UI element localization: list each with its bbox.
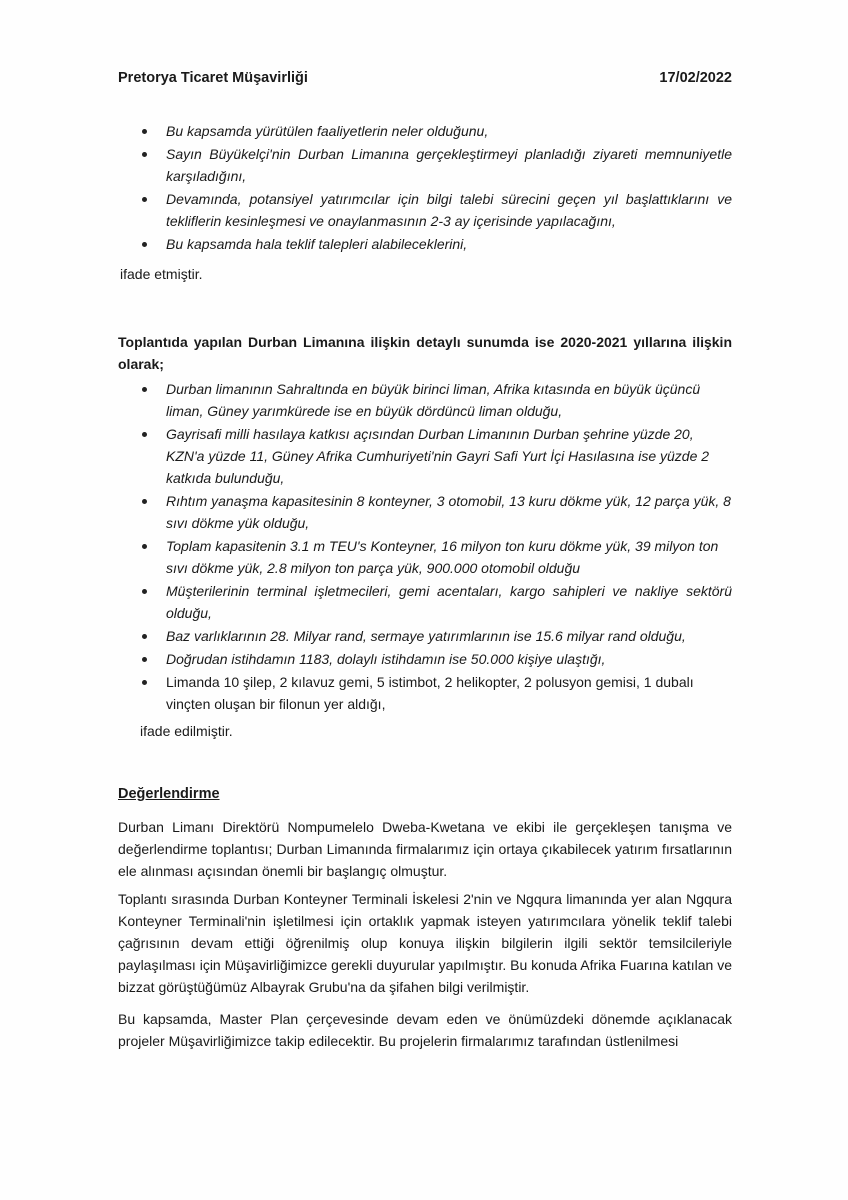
bullet-icon: [142, 544, 147, 549]
list-item: Sayın Büyükelçi'nin Durban Limanına gerçekleştirmeyi planladığı ziyareti memnuniyetle karşıladığını,: [166, 143, 732, 187]
statement-closing-2: ifade edilmiştir.: [140, 723, 233, 739]
bullet-icon: [142, 499, 147, 504]
evaluation-paragraph: Bu kapsamda, Master Plan çerçevesinde devam eden ve önümüzdeki dönemde açıklanacak projeler Müşavirliğimizce takip edilecektir. Bu projelerin firmalarımız tarafından üstlenilmesi: [118, 1011, 732, 1049]
port-facts-list: [166, 378, 732, 715]
list-item: Bu kapsamda hala teklif talepleri alabileceklerini,: [166, 233, 732, 255]
list-item: Bu kapsamda yürütülen faaliyetlerin neler olduğunu,: [166, 120, 732, 142]
statement-closing: ifade etmiştir.: [120, 266, 203, 282]
bullet-icon: [142, 129, 147, 134]
list-item: Devamında, potansiyel yatırımcılar için bilgi talebi sürecini geçen yıl başlattıklarını ve tekliflerin kesinleşmesi ve onaylanmasının 2-3 ay içerisinde yapılacağını,: [166, 188, 732, 232]
bullet-icon: [142, 387, 147, 392]
bullet-icon: [142, 680, 147, 685]
list-item: Baz varlıklarının 28. Milyar rand, sermaye yatırımlarının ise 15.6 milyar rand olduğu,: [166, 625, 732, 647]
evaluation-paragraph: Toplantı sırasında Durban Konteyner Terminali İskelesi 2'nin ve Ngqura limanında yer alan Ngqura Konteyner Terminali'nin işletilmesi için ortaklık yapmak isteyen yatırımcılara yönelik teklif talebi çağrısının devam ettiği öğrenilmiş olup konuya ilişkin bilgilerin ilgili sektör temsilcileriyle paylaşılması için Müşavirliğimizce gerekli duyurular yapılmıştır. Bu konuda Afrika Fuarına katılan ve bizzat görüştüğümüz Albayrak Grubu'na da şifahen bilgi verilmiştir.: [118, 891, 732, 995]
organization-name: Pretorya Ticaret Müşavirliği: [118, 70, 308, 86]
bullet-icon: [142, 242, 147, 247]
bullet-icon: [142, 634, 147, 639]
list-item: Doğrudan istihdamın 1183, dolaylı istihdamın ise 50.000 kişiye ulaştığı,: [166, 648, 732, 670]
list-item: Rıhtım yanaşma kapasitesinin 8 konteyner, 3 otomobil, 13 kuru dökme yük, 12 parça yük, 8 sıvı dökme yük olduğu,: [166, 490, 732, 534]
list-item: Müşterilerinin terminal işletmecileri, gemi acentaları, kargo sahipleri ve nakliye sektörü olduğu,: [166, 580, 732, 624]
activities-list-block: [166, 120, 732, 255]
activities-list: [166, 120, 732, 255]
list-item: Limanda 10 şilep, 2 kılavuz gemi, 5 istimbot, 2 helikopter, 2 polusyon gemisi, 1 dubalı vinçten oluşan bir filonun yer aldığı,: [166, 671, 732, 715]
evaluation-heading: Değerlendirme: [118, 786, 220, 802]
bullet-icon: [142, 152, 147, 157]
presentation-intro: Toplantıda yapılan Durban Limanına ilişkin detaylı sunumda ise 2020-2021 yıllarına ilişkin olarak;: [118, 334, 732, 372]
bullet-icon: [142, 657, 147, 662]
port-facts-list-block: [166, 378, 732, 715]
evaluation-paragraph: Durban Limanı Direktörü Nompumelelo Dweba-Kwetana ve ekibi ile gerçekleşen tanışma ve değerlendirme toplantısı; Durban Limanında firmalarımız için ortaya çıkabilecek yatırım fırsatlarının ele alınması açısından önemli bir başlangıç olmuştur.: [118, 819, 732, 879]
document-date: 17/02/2022: [659, 70, 732, 86]
list-item: Gayrisafi milli hasılaya katkısı açısından Durban Limanının Durban şehrine yüzde 20, KZN'a yüzde 11, Güney Afrika Cumhuriyeti'nin Gayri Safi Yurt İçi Hasılasına ise yüzde 2 katkıda bulunduğu,: [166, 423, 732, 489]
page-header: [118, 70, 732, 94]
bullet-icon: [142, 432, 147, 437]
list-item: Durban limanının Sahraltında en büyük birinci liman, Afrika kıtasında en büyük üçüncü liman, Güney yarımkürede ise en büyük dördüncü liman olduğu,: [166, 378, 732, 422]
bullet-icon: [142, 589, 147, 594]
list-item: Toplam kapasitenin 3.1 m TEU's Konteyner, 16 milyon ton kuru dökme yük, 39 milyon ton sıvı dökme yük, 2.8 milyon ton parça yük, 900.000 otomobil olduğu: [166, 535, 732, 579]
bullet-icon: [142, 197, 147, 202]
